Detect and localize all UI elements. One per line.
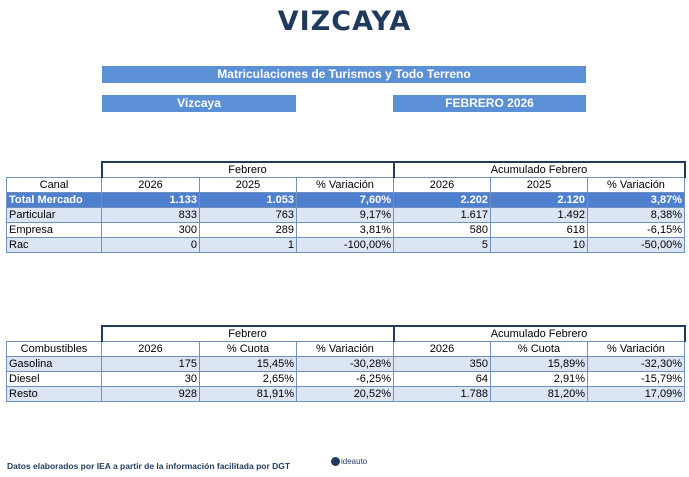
logo-text: ideauto	[341, 457, 368, 466]
cell: 17,09%	[588, 387, 685, 402]
cell: 763	[200, 208, 297, 223]
cell: 2,65%	[200, 372, 297, 387]
cell: 2,91%	[491, 372, 588, 387]
col-header: 2026	[102, 178, 200, 193]
col-header: 2026	[102, 342, 200, 357]
group-febrero: Febrero	[102, 326, 394, 342]
table-row	[7, 238, 685, 253]
col-header: % Variación	[297, 178, 394, 193]
cell: 175	[102, 357, 200, 372]
cell: 0	[102, 238, 200, 253]
col-header: % Cuota	[491, 342, 588, 357]
cell: 2.120	[491, 193, 588, 208]
cell: 2.202	[394, 193, 491, 208]
cell: 300	[102, 223, 200, 238]
cell: 833	[102, 208, 200, 223]
cell: -6,15%	[588, 223, 685, 238]
logo-icon	[331, 457, 340, 466]
cell: 3,81%	[297, 223, 394, 238]
cell: 928	[102, 387, 200, 402]
col-header: 2026	[394, 178, 491, 193]
cell: 350	[394, 357, 491, 372]
table-row	[7, 208, 685, 223]
page-title: VIZCAYA	[277, 6, 412, 37]
group-febrero: Febrero	[102, 162, 394, 178]
row-label: Rac	[7, 238, 102, 253]
cell: -30,28%	[297, 357, 394, 372]
cell: 8,38%	[588, 208, 685, 223]
cell: 5	[394, 238, 491, 253]
cell: 3,87%	[588, 193, 685, 208]
cell: 81,91%	[200, 387, 297, 402]
row-label: Resto	[7, 387, 102, 402]
cell: -6,25%	[297, 372, 394, 387]
cell: -50,00%	[588, 238, 685, 253]
cell: 81,20%	[491, 387, 588, 402]
ideauto-logo	[331, 457, 367, 471]
cell: -100,00%	[297, 238, 394, 253]
table-row	[7, 223, 685, 238]
col-header: Combustibles	[7, 342, 102, 357]
cell: 1.133	[102, 193, 200, 208]
period-label: FEBRERO 2026	[393, 95, 586, 112]
col-header: 2025	[200, 178, 297, 193]
row-label: Total Mercado	[7, 193, 102, 208]
cell: 1	[200, 238, 297, 253]
group-acumulado: Acumulado Febrero	[394, 162, 685, 178]
banner-title: Matriculaciones de Turismos y Todo Terreno	[102, 66, 586, 83]
group-acumulado: Acumulado Febrero	[394, 326, 685, 342]
cell: -15,79%	[588, 372, 685, 387]
col-header: 2026	[394, 342, 491, 357]
row-label: Gasolina	[7, 357, 102, 372]
cell: 10	[491, 238, 588, 253]
cell: 618	[491, 223, 588, 238]
cell: 1.492	[491, 208, 588, 223]
cell: 15,89%	[491, 357, 588, 372]
table-row	[7, 357, 685, 372]
canal-table	[6, 161, 686, 253]
col-header: % Variación	[588, 342, 685, 357]
cell: 9,17%	[297, 208, 394, 223]
combustibles-table	[6, 325, 686, 402]
row-label: Empresa	[7, 223, 102, 238]
row-label: Particular	[7, 208, 102, 223]
region-label: Vizcaya	[102, 95, 296, 112]
table-row	[7, 387, 685, 402]
col-header: 2025	[491, 178, 588, 193]
cell: 15,45%	[200, 357, 297, 372]
table-row	[7, 193, 685, 208]
col-header: % Variación	[297, 342, 394, 357]
col-header: % Variación	[588, 178, 685, 193]
cell: 7,60%	[297, 193, 394, 208]
footer-note: Datos elaborados por IEA a partir de la información facilitada por DGT	[7, 461, 291, 471]
col-header: % Cuota	[200, 342, 297, 357]
cell: 289	[200, 223, 297, 238]
cell: -32,30%	[588, 357, 685, 372]
cell: 1.788	[394, 387, 491, 402]
col-header: Canal	[7, 178, 102, 193]
cell: 1.053	[200, 193, 297, 208]
cell: 580	[394, 223, 491, 238]
cell: 30	[102, 372, 200, 387]
cell: 1.617	[394, 208, 491, 223]
cell: 64	[394, 372, 491, 387]
cell: 20,52%	[297, 387, 394, 402]
row-label: Diesel	[7, 372, 102, 387]
table-row	[7, 372, 685, 387]
